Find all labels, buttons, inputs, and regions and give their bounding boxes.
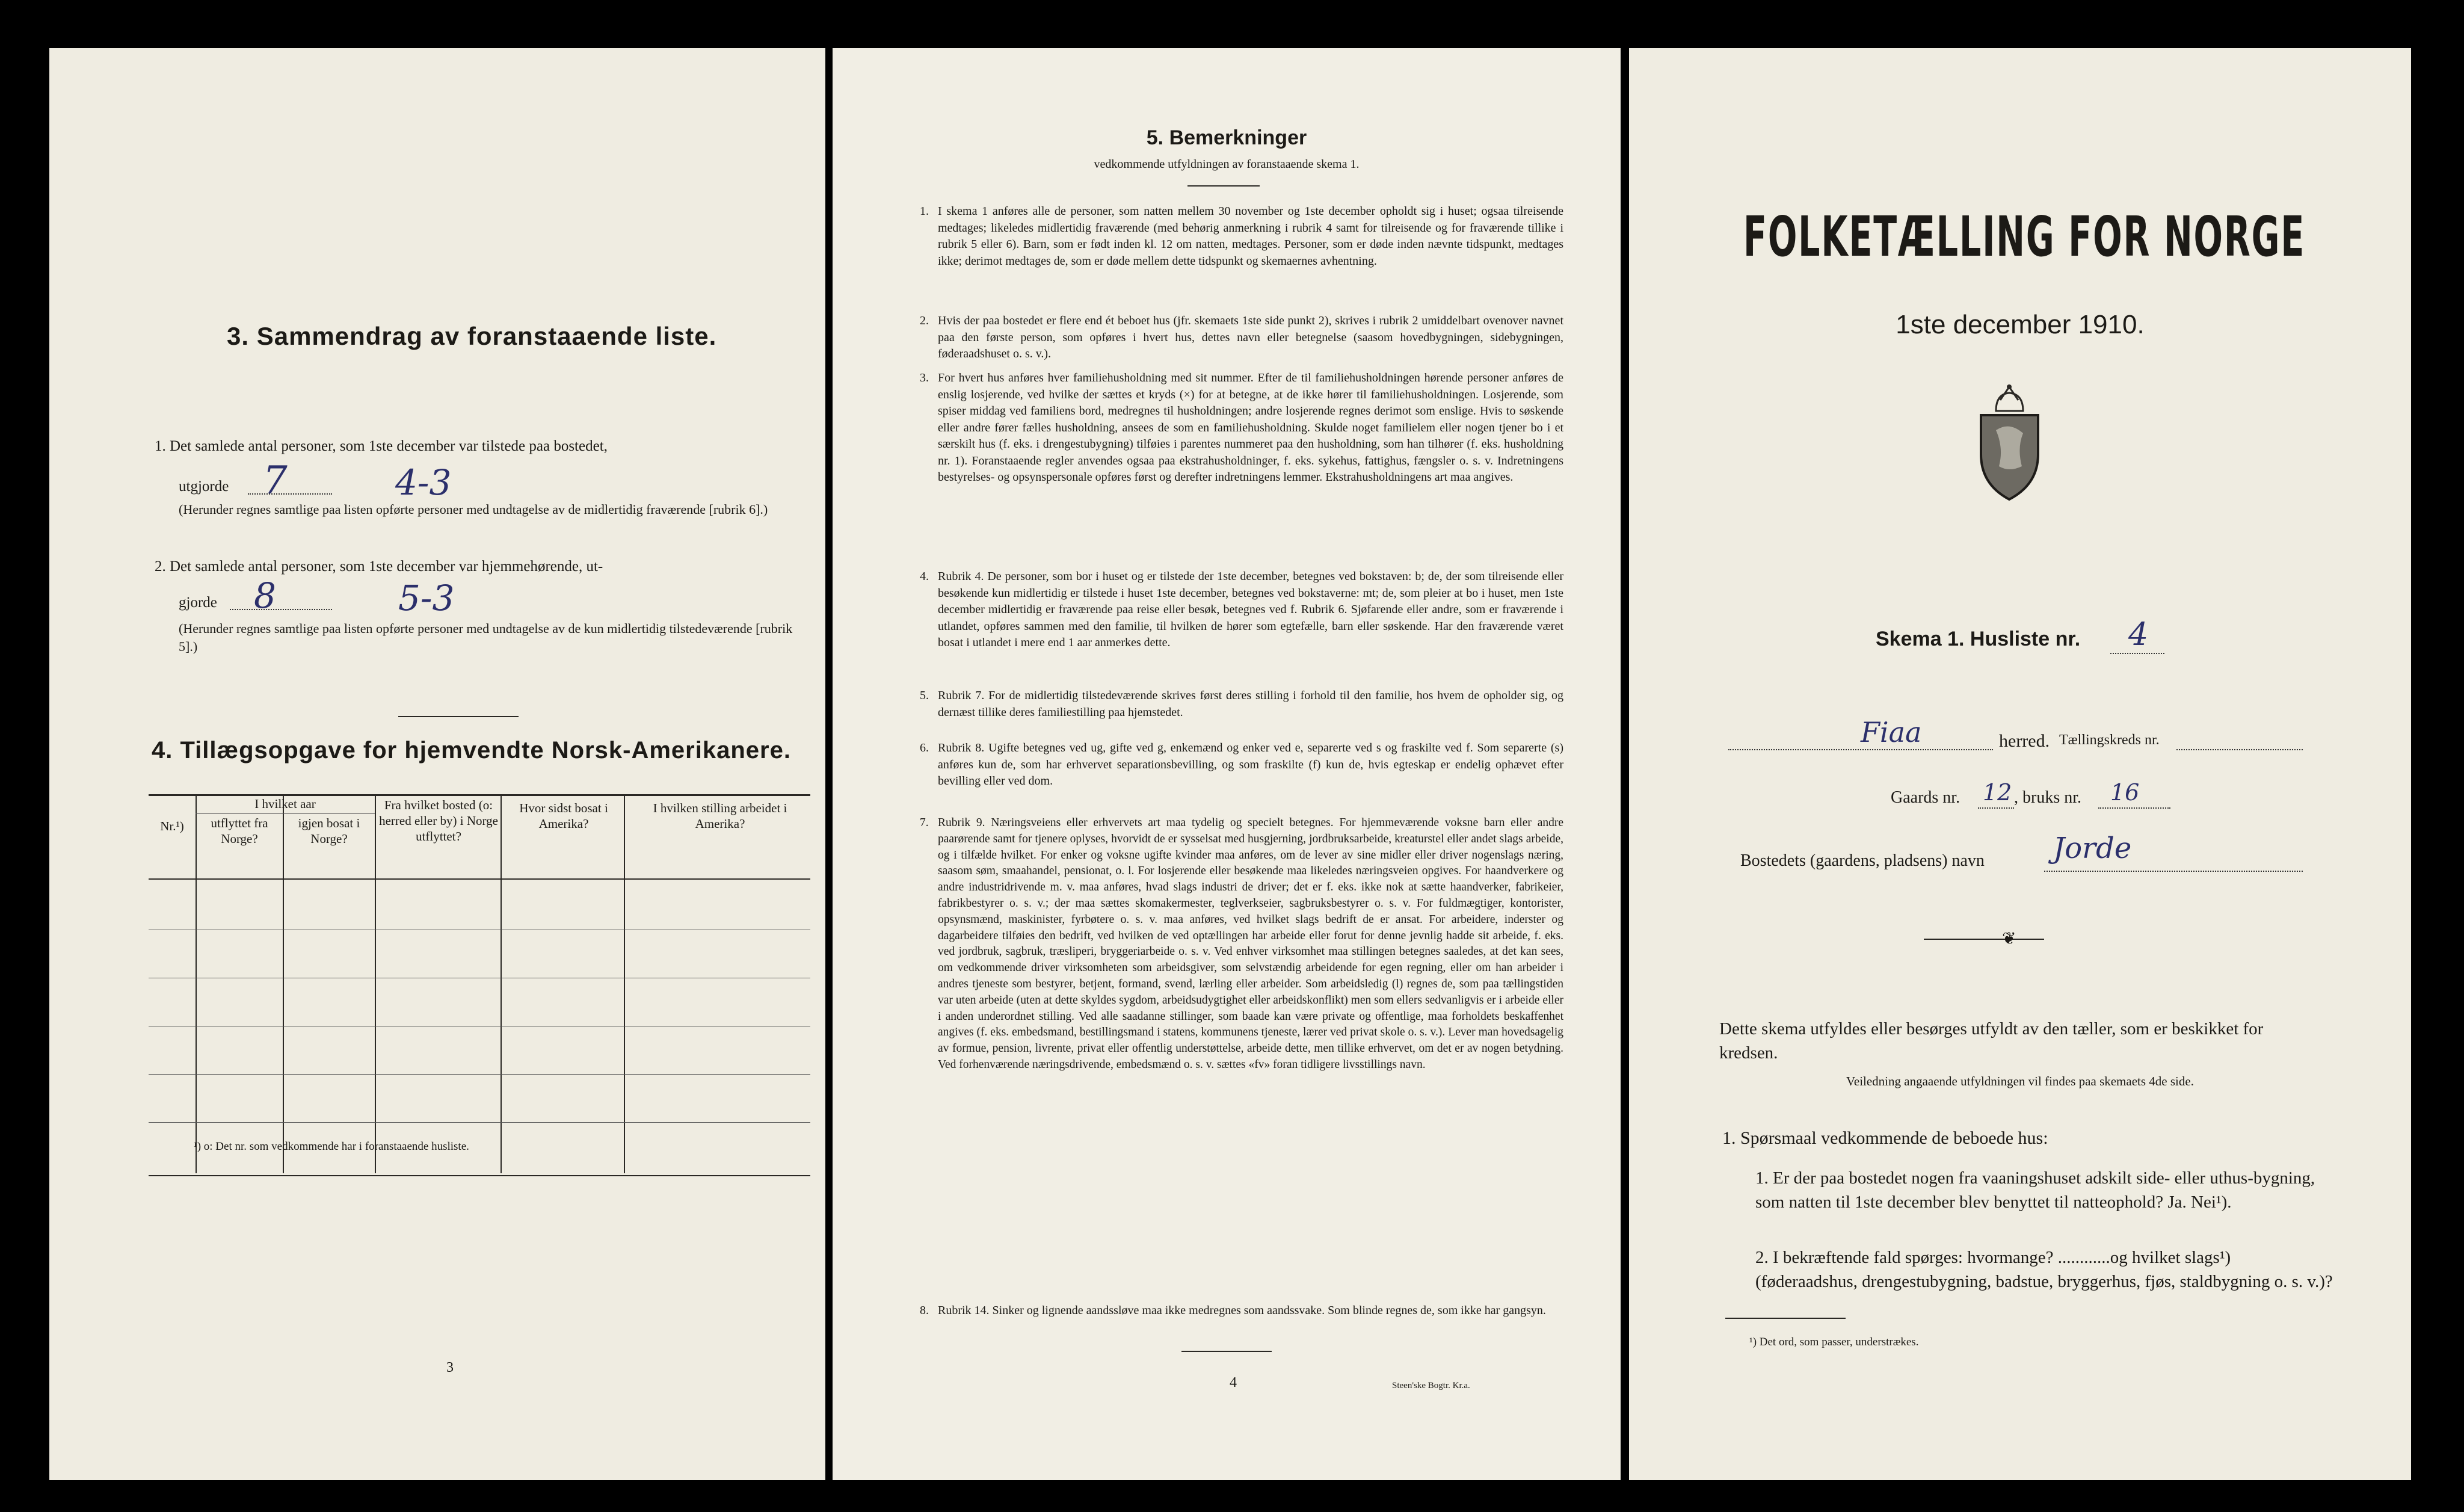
instruction-text: Dette skema utfyldes eller besørges utfyldt av den tæller, som er beskikket for kredsen. (1719, 1019, 2264, 1063)
question-2: 2. I bekræftende fald spørges: hvormange? ............og hvilket slags¹) (føderaadshus, drengestubygning, badstue, bryggerhus, fjøs, staldbygning o. s. v.)? (1755, 1248, 2333, 1291)
question-1: 1. Er der paa bostedet nogen fra vaaningshuset adskilt side- eller uthus-bygning, som natten til 1ste december blev benyttet til natteophold? Ja. Nei¹). (1755, 1168, 2315, 1212)
divider (398, 716, 519, 717)
questions-heading: 1. Spørsmaal vedkommende de beboede hus: (1722, 1128, 2048, 1148)
item-1-label: utgjorde (179, 478, 229, 495)
item-2-label: gjorde (179, 594, 217, 611)
left-footnote: ¹) o: Det nr. som vedkommende har i foranstaaende husliste. (194, 1140, 469, 1153)
coat-of-arms-icon (1969, 382, 2050, 502)
gaards-value: 12 (1983, 779, 2012, 806)
schema-value: 4 (2128, 617, 2149, 653)
gaards-label: Gaards nr. (1891, 788, 1960, 807)
remark-5: 5. Rubrik 7. For de midlertidig tilstedeværende skrives først deres stilling i forhold til den familie, hos hvem de opholder sig, og dernæst tillike deres familiestilling paa hjemstedet. (920, 689, 1563, 719)
summary-item-2: 2. Det samlede antal personer, som 1ste december var hjemmehørende, ut- (155, 558, 603, 575)
col-last-residence: Hvor sidst bosat i Amerika? (519, 801, 608, 831)
herred-label: herred. (1999, 731, 2050, 751)
question-1-answer: Ja. Nei¹). (2167, 1193, 2232, 1212)
right-footnote: ¹) Det ord, som passer, understrækes. (1749, 1336, 1919, 1348)
remark-3: 3. For hvert hus anføres hver familiehusholdning med sit nummer. Efter de til familiehusholdningen hørende personer anføres de enslig losjerende, ved hvilke der sættes et kryds (×) for at betegne, at de ikke hører til familiehusholdningen. Losjerende, som spiser middag ved familiens bord, medregnes til husholdningen; andre losjerende regnes derimot som enslige. Hvis to søskende eller andre fører fælles husholdning, ansees de som en familiehusholdning. Skulde noget familielem eller nogen tjener bo i et særskilt hus (f. eks. i drengestubygning) tilføies i parentes nummeret paa den husholdning, som han tilhører (f. eks. husholdning nr. 1). Foranstaaende regler anvendes ogsaa paa ekstrahusholdninger, f. eks. sykehus, fattighus, fængsler o. s. v. Indretningens bestyrelses- og opsynspersonale opføres først og derefter indretningens lemmer. Ekstrahusholdningens art maa angives. (920, 371, 1563, 484)
middle-page-number: 4 (1230, 1375, 1237, 1390)
remark-8: 8. Rubrik 14. Sinker og lignende aandssløve maa ikke medregnes som aandssvake. Som blinde regnes de, som ikke har gangsyn. (920, 1304, 1546, 1317)
left-page-number: 3 (446, 1360, 454, 1375)
item-2-note: (Herunder regnes samtlige paa listen opførte personer med undtagelse av de kun midlertidig tilstedeværende [rubrik 5].) (179, 621, 793, 654)
herred-value: Fiaa (1861, 716, 1922, 748)
item-2-extra: 5-3 (398, 578, 455, 619)
item-1-value: 7 (263, 458, 288, 503)
remark-2: 2. Hvis der paa bostedet er flere end ét beboet hus (jfr. skemaets 1ste side punkt 2), skrives i rubrik 2 umiddelbart ovenover navnet paa den første person, som opføres i hvert hus, dettes navn eller betegnelse (saasom hovedbygningen, sidebygningen, føderaadshuset o. s. v.). (920, 314, 1563, 360)
middle-page (833, 48, 1621, 1480)
remark-6: 6. Rubrik 8. Ugifte betegnes ved ug, gifte ved g, enkemænd og enker ved e, separerte ved s og fraskilte ved f. Som separerte (s) anføres kun de, som har erhvervet separationsbevilling, og som fraskilte (f) kun de, hvis egteskap er endelig ophævet efter bevilling eller ved dom. (920, 741, 1563, 788)
remarks-title: 5. Bemerkninger (1146, 126, 1307, 149)
remark-4: 4. Rubrik 4. De personer, som bor i huset og er tilstede der 1ste december, betegnes ved bokstaven: b; de, der som tilreisende eller besøkende kun midlertidig er tilstede i huset 1ste december, betegnes ved bokstaverne: mt; de, som pleier at bo i huset, men 1ste december midlertidig er fraværende paa reise eller besøk, betegnes ved f. Rubrik 6. Sjøfarende eller andre, som er fraværende i utlandet, opføres sammen med den familie, til hvilken de hører som egtefælle, barn eller søskende. Har den fraværende været bosat i utlandet i mere end 1 aar anmerkes dette. (920, 570, 1563, 649)
schema-label: Skema 1. Husliste nr. (1876, 628, 2081, 650)
col-returned: igjen bosat i Norge? (298, 816, 360, 846)
col-position: I hvilken stilling arbeidet i Amerika? (653, 801, 787, 831)
right-page (1629, 48, 2411, 1480)
bruks-value: 16 (2110, 779, 2140, 806)
remark-7: 7. Rubrik 9. Næringsveiens eller erhvervets art maa tydelig og specielt betegnes. For hjemmeværende voksne barn eller andre paarørende samt for tjenere oplyses, hvorvidt de er sysselsat med husgjerning, jordbruksarbeide, kreaturstel eller andet slags arbeide, og i tilfælde hvilket. For enker og voksne ugifte kvinder maa anføres, om de lever av sine midler eller driver nogenslags næring, saasom søm, smaahandel, pensionat, o. l. For losjerende eller besøkende maa likeledes næringsveien opgives. For haandverkere og andre industridrivende m. v. maa anføres, hvad slags industri de driver; det er f. eks. ikke nok at sætte haandverker, fabrikeier, fabrikbestyrer o. s. v.; der maa sættes skomakermester, teglverkseier, sagbruksbestyrer o. s. v. For fuldmægtiger, kontorister, opsynsmænd, maskinister, fyrbøtere o. s. v. maa anføres, ved hvilket slags bedrift de er ansat. For arbeidere, inderster og dagarbeidere tilføies den bedrift, ved hvilken de ved optællingen har arbeide eller forut for denne jevnlig hadde sit arbeide, f. eks. ved jordbruk, sagbruk, træsliperi, bryggeriarbeide o. s. v. Ved enhver virksomhet maa stillingen betegnes saaledes, at det kan sees, om vedkommende driver virksomheten som arbeidsgiver, som selvstændig arbeidende for egen regning, eller om han arbeider i andres tjeneste som bestyrer, betjent, formand, svend, lærling eller arbeider. Som arbeidsledig (l) regnes de, som paa tællingstiden var uten arbeide (uten at dette skyldes sygdom, arbeidsudygtighet eller arbeidskonflikt) men som ellers sedvanligvis er i arbeide eller i anden underordnet stilling. Ved alle saadanne stillinger, som baade kan være private og offentlige, maa forholdets beskaffenhet angives (f. eks. embedsmand, bestillingsmand i statens, kommunens tjeneste, lærer ved privat skole o. s. v.). Lever man hovedsagelig av formue, pension, livrente, privat eller offentlig understøttelse, arbeide dette, men tillike erhvervet, om det er av nogen betydning. Ved forhenværende næringsdrivende, embedsmænd o. s. v. sættes «fv» foran tidligere livsstillings navn. (920, 816, 1563, 1071)
bosted-value: Jorde (2053, 832, 2132, 865)
left-page (49, 48, 825, 1480)
census-title: FOLKETÆLLING FOR NORGE (1743, 205, 2306, 269)
guidance-text: Veiledning angaaende utfyldningen vil findes paa skemaets 4de side. (1846, 1074, 2194, 1088)
col-from-where: Fra hvilket bosted (o: herred eller by) i Norge utflyttet? (379, 798, 498, 844)
item-1-extra: 4-3 (395, 462, 452, 503)
summary-item-1: 1. Det samlede antal personer, som 1ste december var tilstede paa bostedet, (155, 438, 608, 454)
section-4-title: 4. Tillægsopgave for hjemvendte Norsk-Amerikanere. (152, 737, 791, 764)
col-group-year: I hvilket aar (254, 797, 316, 811)
col-nr: Nr.¹) (160, 819, 184, 833)
item-1-note: (Herunder regnes samtlige paa listen opførte personer med undtagelse av de midlertidig fraværende [rubrik 6].) (179, 502, 768, 517)
remarks-subtitle: vedkommende utfyldningen av foranstaaende skema 1. (1094, 158, 1360, 171)
remark-1: 1. I skema 1 anføres alle de personer, som natten mellem 30 november og 1ste december opholdt sig i huset; ogsaa tilreisende medtages; likeledes midlertidig fraværende (med behørig anmerkning i rubrik 4 samt for tilreisende og for fraværende tillike i rubrik 5 eller 6). Barn, som er født inden kl. 12 om natten, medtages. Personer, som er døde inden nævnte tidspunkt, medtages ikke; derimot medtages de, som er døde mellem dette tidspunkt og skemaernes avhentning. (920, 205, 1563, 268)
section-3-title: 3. Sammendrag av foranstaaende liste. (227, 322, 717, 350)
census-date: 1ste december 1910. (1896, 310, 2145, 339)
kreds-label: Tællingskreds nr. (2059, 732, 2160, 748)
bosted-label: Bostedets (gaardens, pladsens) navn (1740, 851, 1985, 870)
col-emigrated: utflyttet fra Norge? (211, 816, 268, 846)
printer-credit: Steen'ske Bogtr. Kr.a. (1392, 1381, 1470, 1390)
item-2-value: 8 (254, 575, 276, 616)
ornament-icon: ❦ (2002, 930, 2016, 948)
bruks-label: , bruks nr. (2014, 788, 2081, 807)
